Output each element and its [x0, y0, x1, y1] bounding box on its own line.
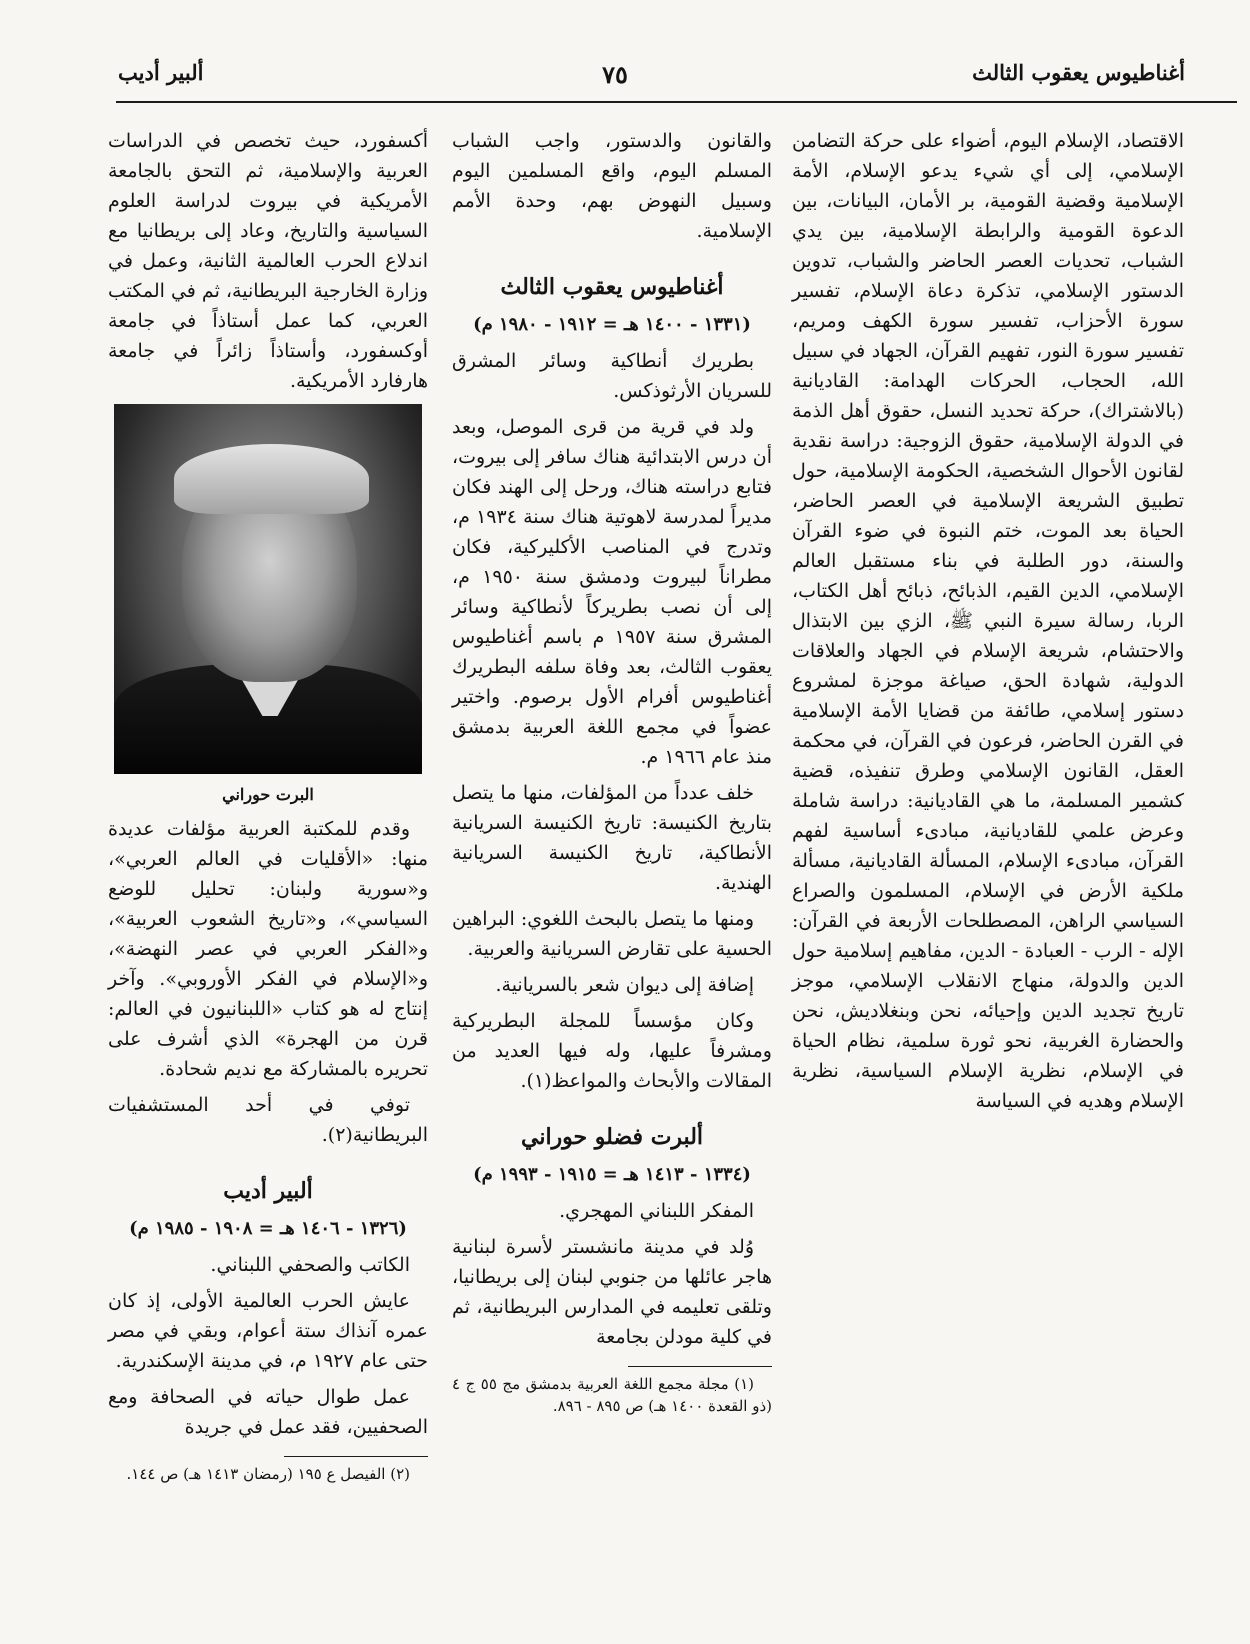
entry-paragraph: إضافة إلى ديوان شعر بالسريانية.	[495, 974, 754, 996]
column-right	[792, 126, 1184, 1122]
bibliography-text: الاقتصاد، الإسلام اليوم، أضواء على حركة التضامن الإسلامي، إلى أي شيء يدعو الإسلام، الأمة الإسلامية وقضية القومية، بر الأمان، البيانات، بين الدعوة القومية والرابطة الإسلامية، بين يدي الشباب، تحديات العصر الحاضر والشباب، تدوين الدستور الإسلامي، تذكرة دعاة الإسلام، تفسير سورة الأحزاب، تفسير سورة الكهف ومريم، تفسير سورة النور، تفهيم القرآن، الجهاد في سبيل الله، الحجاب، الحركات الهدامة: القاديانية (بالاشتراك)، حركة تحديد النسل، حقوق أهل الذمة في الدولة الإسلامية، حقوق الزوجية: دراسة نقدية لقانون الأحوال الشخصية، الحكومة الإسلامية، حول تطبيق الشريعة الإسلامية في العصر الحاضر، الحياة بعد الموت، ختم النبوة في ضوء القرآن والسنة، دور الطلبة في بناء مستقبل العالم الإسلامي، الدين القيم، الذبائح، ذبائح أهل الكتاب، الربا، رسالة سيرة النبي ﷺ، الزي بين الابتذال والاحتشام، شريعة الإسلام في الجهاد والعلاقات الدولية، شهادة الحق، صياغة موجزة لمشروع دستور إسلامي، طائفة من قضايا الأمة الإسلامية في القرن الحاضر، فرعون في القرآن، في محكمة العقل، القانون الإسلامي وطرق تنفيذه، قضية كشمير المسلمة، ما هي القاديانية: دراسة شاملة وعرض علمي للقاديانية، مبادىء أساسية لفهم القرآن، مبادىء الإسلام، المسألة القاديانية، مسألة ملكية الأرض في الإسلام، المسلمون والصراع السياسي الراهن، المصطلحات الأربعة في القرآن: الإله - الرب - العبادة - الدين، مفاهيم إسلامية حول الدين والدولة، منهاج الانقلاب الإسلامي، موجز تاريخ تجديد الدين وإحيائه، نحن وبنغلاديش، نحن والحضارة الغربية، نحو ثورة سلمية، نظام الحياة في الإسلام، نظرية الإسلام السياسية، نظرية الإسلام وهديه في السياسة	[792, 130, 1184, 1112]
entry-dates-ignatius: (١٣٣١ - ١٤٠٠ هـ = ١٩١٢ - ١٩٨٠ م)	[473, 314, 751, 335]
column-middle	[452, 126, 772, 1423]
entry-paragraph: عايش الحرب العالمية الأولى، إذ كان عمره آنذاك ستة أعوام، وبقي في مصر حتى عام ١٩٢٧ م، في مدينة الإسكندرية.	[108, 1290, 428, 1372]
continuation-text: والقانون والدستور، واجب الشباب المسلم اليوم، واقع المسلمين اليوم وسبيل النهوض بهم، وحدة الأمم الإسلامية.	[452, 130, 772, 242]
running-title-left: ألبير أديب	[118, 60, 204, 85]
entry-paragraph: ولد في قرية من قرى الموصل، وبعد أن درس الابتدائية هناك سافر إلى بيروت، فتابع دراسته هناك، ورحل إلى الهند فكان مديراً لمدرسة لاهوتية هناك سنة ١٩٣٤ م، وتدرج في المناصب الأكليركية، فكان مطراناً لبيروت ودمشق سنة ١٩٥٠ م، إلى أن نصب بطريركاً لأنطاكية وسائر المشرق سنة ١٩٥٧ م باسم أغناطيوس يعقوب الثالث، بعد وفاة سلفه البطريرك أغناطيوس أفرام الأول برصوم. واختير عضواً في مجمع اللغة العربية بدمشق منذ عام ١٩٦٦ م.	[452, 416, 773, 768]
footnote-rule	[284, 1456, 428, 1457]
footnote-1: (١) مجلة مجمع اللغة العربية بدمشق مج ٥٥ ج ٤ (ذو القعدة ١٤٠٠ هـ) ص ٨٩٥ - ٨٩٦.	[452, 1375, 772, 1415]
entry-paragraph: الكاتب والصحفي اللبناني.	[210, 1254, 410, 1276]
portrait-photo	[114, 404, 422, 774]
entry-paragraph: عمل طوال حياته في الصحافة ومع الصحفيين، فقد عمل في جريدة	[108, 1386, 428, 1438]
photo-hair-shape	[174, 444, 369, 514]
entry-paragraph: وكان مؤسساً للمجلة البطريركية ومشرفاً عليها، وله فيها العديد من المقالات والأبحاث والمواعظ(١).	[452, 1010, 772, 1092]
entry-dates-hourani: (١٣٣٤ - ١٤١٣ هـ = ١٩١٥ - ١٩٩٣ م)	[473, 1164, 751, 1185]
entry-paragraph: توفي في أحد المستشفيات البريطانية(٢).	[108, 1094, 428, 1146]
running-title-right: أغناطيوس يعقوب الثالث	[972, 60, 1185, 85]
entry-title-hourani: ألبرت فضلو حوراني	[520, 1124, 704, 1150]
entry-paragraph: المفكر اللبناني المهجري.	[559, 1200, 754, 1222]
entry-dates-adib: (١٣٢٦ - ١٤٠٦ هـ = ١٩٠٨ - ١٩٨٥ م)	[129, 1218, 407, 1239]
entry-title-ignatius: أغناطيوس يعقوب الثالث	[500, 274, 724, 300]
footnote-2: (٢) الفيصل ع ١٩٥ (رمضان ١٤١٣ هـ) ص ١٤٤.	[126, 1465, 410, 1483]
entry-paragraph: بطريرك أنطاكية وسائر المشرق للسريان الأرثوذكس.	[452, 350, 772, 402]
header-rule	[116, 101, 1237, 103]
entry-paragraph: أكسفورد، حيث تخصص في الدراسات العربية والإسلامية، ثم التحق بالجامعة الأمريكية في بيروت لدراسة العلوم السياسية والتاريخ، وعاد إلى بريطانيا مع اندلاع الحرب العالمية الثانية، وعمل في وزارة الخارجية البريطانية، ثم في المكتب العربي، كما عمل أستاذاً في جامعة أوكسفورد، وأستاذاً زائراً في جامعة هارفارد الأمريكية.	[108, 130, 428, 392]
entry-paragraph: وُلد في مدينة مانشستر لأسرة لبنانية هاجر عائلها من جنوبي لبنان إلى بريطانيا، وتلقى تعليمه في المدارس البريطانية، ثم في كلية مودلن بجامعة	[452, 1236, 772, 1348]
photo-caption: البرت حوراني	[222, 785, 314, 804]
column-left	[108, 126, 428, 1491]
footnote-rule	[628, 1366, 772, 1367]
entry-title-adib: ألبير أديب	[223, 1178, 313, 1204]
entry-paragraph: وقدم للمكتبة العربية مؤلفات عديدة منها: «الأقليات في العالم العربي»، و«سورية ولبنان: تحليل للوضع السياسي»، و«تاريخ الشعوب العربية»، و«الفكر العربي في عصر النهضة»، و«الإسلام في الفكر الأوروبي». وآخر إنتاج له هو كتاب «اللبنانيون في العالم: قرن من الهجرة» الذي أشرف على تحريره بالمشاركة مع نديم شحادة.	[108, 818, 428, 1080]
page-number: ٧٥	[602, 60, 628, 89]
entry-paragraph: خلف عدداً من المؤلفات، منها ما يتصل بتاريخ الكنيسة: تاريخ الكنيسة السريانية الأنطاكية، تاريخ الكنيسة السريانية الهندية.	[452, 782, 772, 894]
entry-paragraph: ومنها ما يتصل بالبحث اللغوي: البراهين الحسية على تقارض السريانية والعربية.	[452, 908, 772, 960]
